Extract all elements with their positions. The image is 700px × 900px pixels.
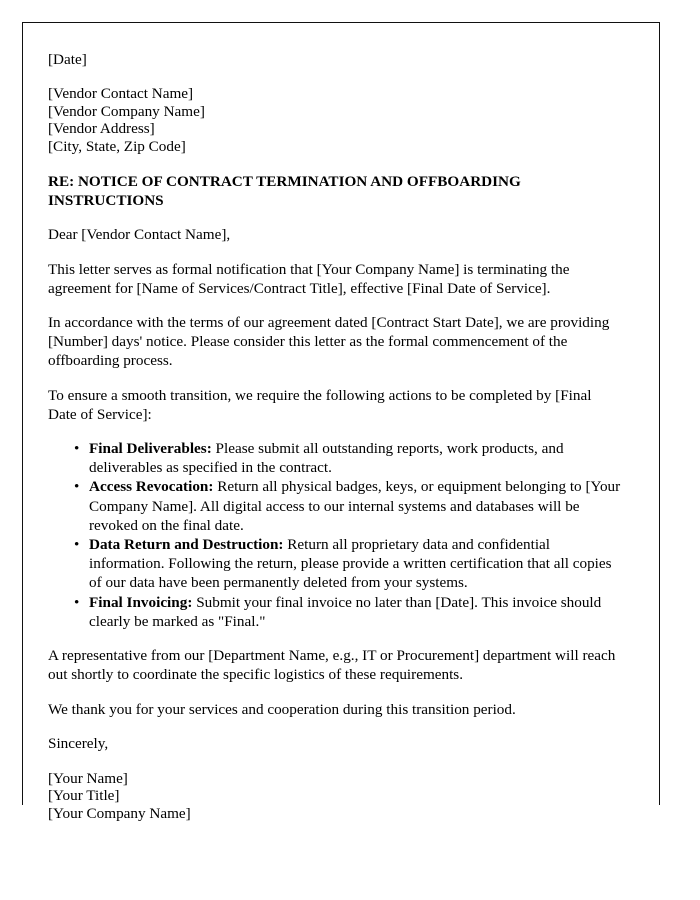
signer-company: [Your Company Name] xyxy=(48,804,191,822)
recipient-city-state-zip: [City, State, Zip Code] xyxy=(48,137,186,155)
requirement-label: Access Revocation: xyxy=(89,478,214,496)
recipient-address: [Vendor Address] xyxy=(48,120,155,138)
spacer-before-closing xyxy=(48,719,623,734)
salutation: Dear [Vendor Contact Name], xyxy=(48,226,231,244)
requirement-text: Return all physical badges, keys, or equipment belonging to [Your Company Name]. All digital access to our internal systems and databases will be revoked on the final date. xyxy=(89,478,621,534)
paragraph-representative: A representative from our [Department Name, e.g., IT or Procurement] department will reach out shortly to coordinate the specific logistics of these requirements. xyxy=(48,647,616,684)
date-line: [Date] xyxy=(48,51,87,68)
spacer-after-salutation xyxy=(48,245,623,260)
closing-salutation: Sincerely, xyxy=(48,734,109,752)
requirements-list xyxy=(48,439,623,631)
list-item xyxy=(74,439,623,477)
subject-line: RE: NOTICE OF CONTRACT TERMINATION AND OFFBOARDING INSTRUCTIONS xyxy=(48,173,521,210)
spacer-after-notice-terms xyxy=(48,371,623,386)
spacer-after-subject xyxy=(48,210,623,225)
paragraph-intro: This letter serves as formal notification that [Your Company Name] is terminating the agreement for [Name of Services/Contract Title], effective [Final Date of Service]. xyxy=(48,260,570,297)
recipient-company-name: [Vendor Company Name] xyxy=(48,102,205,120)
requirement-text: Return all proprietary data and confidential information. Following the return, please provide a written certification that all copies of our data have been permanently deleted from your systems. xyxy=(89,536,612,592)
spacer-before-list xyxy=(48,424,623,439)
signature-block xyxy=(48,770,623,822)
paragraph-transition-intro: To ensure a smooth transition, we require the following actions to be completed by [Final Date of Service]: xyxy=(48,386,592,423)
letter-body xyxy=(23,23,659,822)
list-item xyxy=(74,477,623,535)
requirement-label: Final Deliverables: xyxy=(89,440,212,458)
requirement-label: Data Return and Destruction: xyxy=(89,536,284,554)
requirement-text: Please submit all outstanding reports, work products, and deliverables as specified in the contract. xyxy=(89,440,564,477)
list-item xyxy=(74,593,623,631)
signer-title: [Your Title] xyxy=(48,787,120,805)
spacer-after-representative xyxy=(48,685,623,700)
letter-page xyxy=(22,22,660,822)
list-item xyxy=(74,535,623,593)
signer-name: [Your Name] xyxy=(48,769,128,787)
spacer-after-recipient xyxy=(48,155,623,172)
paragraph-thanks: We thank you for your services and cooperation during this transition period. xyxy=(48,700,516,718)
spacer-after-date xyxy=(48,68,623,85)
spacer-after-intro xyxy=(48,298,623,313)
recipient-contact-name: [Vendor Contact Name] xyxy=(48,85,194,103)
spacer-signature xyxy=(48,753,623,770)
spacer-after-list xyxy=(48,631,623,646)
recipient-address-block xyxy=(48,85,623,155)
paragraph-notice-terms: In accordance with the terms of our agreement dated [Contract Start Date], we are providing [Number] days' notice. Please consider this letter as the formal commencement of the offboarding process. xyxy=(48,314,610,370)
requirement-text: Submit your final invoice no later than [Date]. This invoice should clearly be marked as "Final." xyxy=(89,593,602,630)
requirement-label: Final Invoicing: xyxy=(89,593,193,611)
